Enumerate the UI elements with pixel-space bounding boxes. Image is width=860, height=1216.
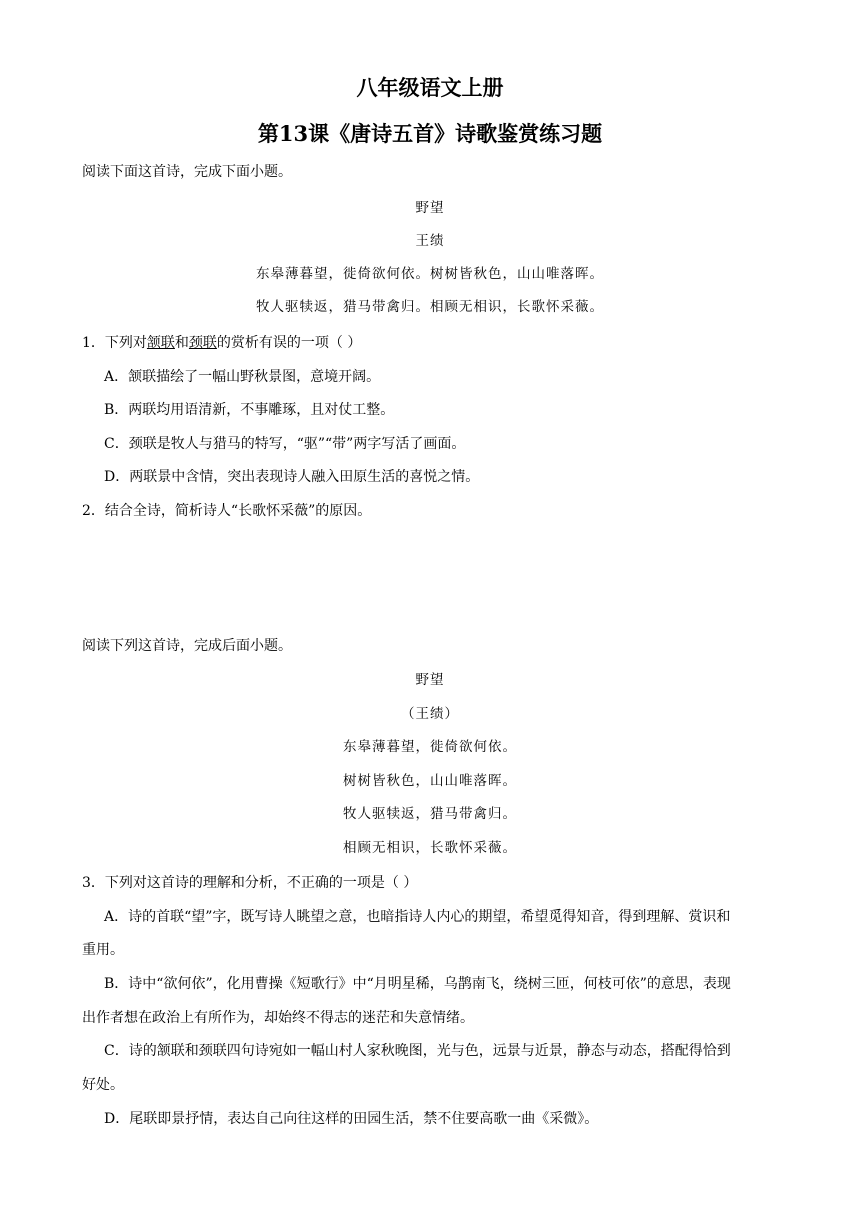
q1-option-b: B．两联均用语清新，不事雕琢，且对仗工整。 <box>104 402 395 418</box>
q1-option-d: D．两联景中含情，突出表现诗人融入田原生活的喜悦之情。 <box>104 469 480 485</box>
q1-and: 和 <box>174 335 189 351</box>
q1-suffix: 的赏析有误的一项（ ） <box>216 335 362 351</box>
poem2-line: 牧人驱犊返，猎马带禽归。 <box>343 806 517 822</box>
section2-intro: 阅读下列这首诗，完成后面小题。 <box>82 638 292 654</box>
q3-option-b-line1: B．诗中“欲何依”，化用曹操《短歌行》中“月明星稀，乌鹊南飞，绕树三匝，何枝可依”的意思，表现 <box>104 976 731 992</box>
poem1-line: 牧人驱犊返，猎马带禽归。相顾无相识，长歌怀采薇。 <box>256 299 604 315</box>
question-3-stem: 3．下列对这首诗的理解和分析，不正确的一项是（ ） <box>82 875 418 891</box>
q3-option-d: D．尾联即景抒情，表达自己向往这样的田园生活，禁不住要高歌一曲《采微》。 <box>104 1111 599 1127</box>
poem1-title: 野望 <box>415 200 445 216</box>
q1-term-jinglian: 颈联 <box>188 335 217 351</box>
lesson-title: 第13课《唐诗五首》诗歌鉴赏练习题 <box>257 121 603 146</box>
grade-title: 八年级语文上册 <box>356 75 504 100</box>
poem2-line: 树树皆秋色，山山唯落晖。 <box>343 773 517 789</box>
question-2-stem: 2．结合全诗，简析诗人“长歌怀采薇”的原因。 <box>82 503 372 519</box>
question-1-stem <box>82 333 361 353</box>
q3-option-a-line1: A．诗的首联“望”字，既写诗人眺望之意，也暗指诗人内心的期望，希望觅得知音，得到理解、赏识和 <box>104 909 731 925</box>
q1-term-hanlian: 颔联 <box>146 335 175 351</box>
poem2-title: 野望 <box>415 672 445 688</box>
q3-option-c-line1: C．诗的颔联和颈联四句诗宛如一幅山村人家秋晚图，光与色，远景与近景，静态与动态，搭配得恰到 <box>104 1043 731 1059</box>
q1-prefix: 1．下列对 <box>82 335 147 351</box>
q3-option-b-line2: 出作者想在政治上有所作为，却始终不得志的迷茫和失意情绪。 <box>82 1010 474 1026</box>
poem1-author: 王绩 <box>415 233 445 249</box>
poem1-line: 东皋薄暮望，徙倚欲何依。树树皆秋色，山山唯落晖。 <box>256 266 604 282</box>
q3-option-c-line2: 好处。 <box>82 1077 124 1093</box>
q1-option-c: C．颈联是牧人与猎马的特写，“驱”“带”两字写活了画面。 <box>104 436 466 452</box>
q1-option-a: A．颔联描绘了一幅山野秋景图，意境开阔。 <box>104 369 381 385</box>
poem2-author: （王绩） <box>401 706 459 722</box>
q3-option-a-line2: 重用。 <box>82 942 124 958</box>
section1-intro: 阅读下面这首诗，完成下面小题。 <box>82 164 292 180</box>
poem2-line: 相顾无相识，长歌怀采薇。 <box>343 840 517 856</box>
poem2-line: 东皋薄暮望，徙倚欲何依。 <box>343 739 517 755</box>
